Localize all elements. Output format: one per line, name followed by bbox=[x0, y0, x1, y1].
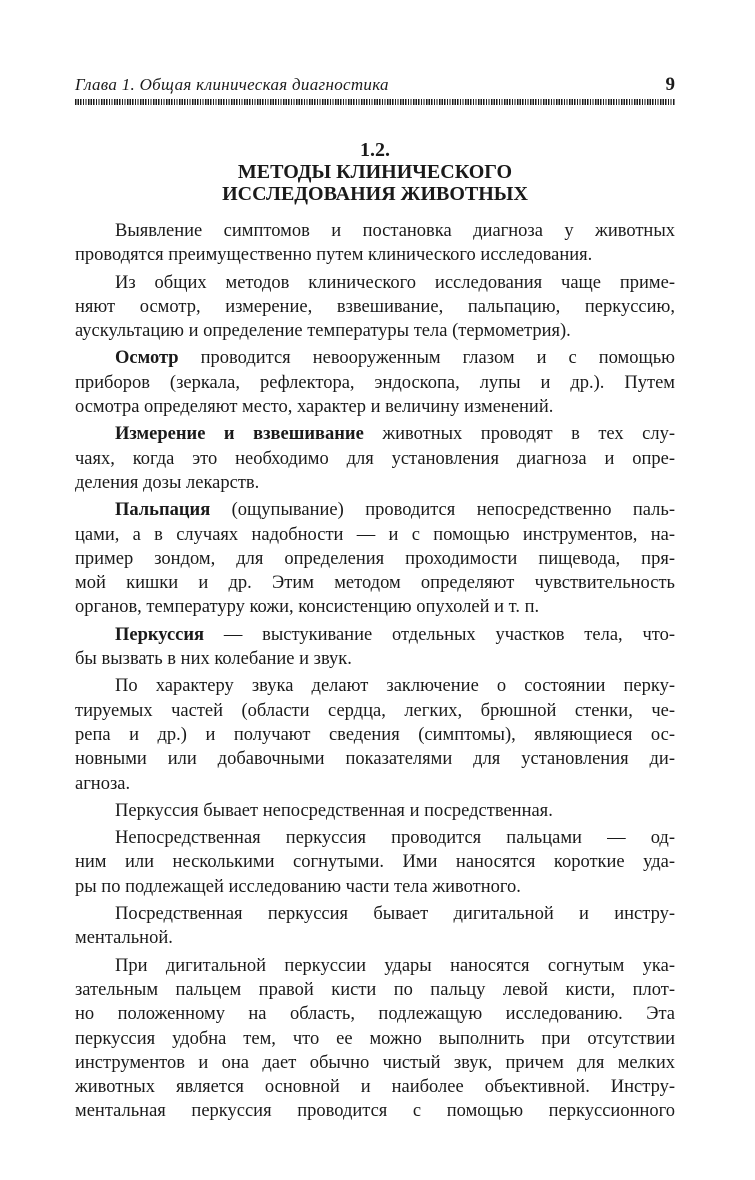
text-line: проводятся преимущественно путем клинического исследования. bbox=[75, 245, 593, 266]
text-line: ним или несколькими согнутыми. Ими наносятся короткие уда- bbox=[75, 852, 675, 873]
text-line: пример зондом, для определения проходимости пищевода, пря- bbox=[75, 548, 675, 569]
section-title-line-1: МЕТОДЫ КЛИНИЧЕСКОГО bbox=[237, 161, 513, 183]
text-line: Выявление симптомов и постановка диагноза у животных bbox=[115, 221, 675, 241]
page-number: 9 bbox=[665, 74, 675, 95]
text-line: При дигитальной перкуссии удары наносятся согнутым ука- bbox=[115, 955, 675, 976]
text-line: мой кишки и др. Этим методом определяют чувствительность bbox=[75, 573, 675, 594]
term-bold: Перкуссия bbox=[115, 624, 205, 645]
book-page bbox=[75, 74, 675, 1124]
paragraph bbox=[75, 954, 675, 1124]
text-fragment: животных проводят в тех слу- bbox=[382, 424, 676, 445]
text-line: деления дозы лекарств. bbox=[75, 472, 260, 493]
text-line: няют осмотр, измерение, взвешивание, пальпацию, перкуссию, bbox=[75, 296, 675, 317]
text-line: осмотра определяют место, характер и величину изменений. bbox=[75, 397, 554, 418]
text-line: животных является основной и наиболее объективной. Инстру- bbox=[75, 1077, 675, 1098]
text-line: цами, а в случаях надобности — и с помощью инструментов, на- bbox=[75, 524, 675, 545]
text-line: Перкуссия бывает непосредственная и посредственная. bbox=[115, 800, 553, 821]
text-line: Из общих методов клинического исследования чаще приме- bbox=[115, 272, 675, 293]
paragraph bbox=[75, 219, 675, 268]
header-rule bbox=[75, 99, 675, 105]
paragraph bbox=[75, 799, 675, 823]
text-line: ментальная перкуссия проводится с помощью перкуссионного bbox=[75, 1101, 675, 1122]
section-title-line-2: ИССЛЕДОВАНИЯ ЖИВОТНЫХ bbox=[222, 183, 528, 205]
section-number: 1.2. bbox=[360, 139, 390, 161]
text-fragment: проводится невооруженным глазом и с помощью bbox=[200, 348, 675, 369]
text-line: агноза. bbox=[75, 773, 131, 794]
text-line bbox=[75, 498, 675, 522]
paragraph bbox=[75, 498, 675, 619]
text-line: тируемых частей (области сердца, легких, брюшной стенки, че- bbox=[75, 700, 675, 721]
text-line: зательным пальцем правой кисти по пальцу левой кисти, плот- bbox=[75, 979, 675, 1000]
text-line: ментальной. bbox=[75, 928, 173, 949]
text-line bbox=[75, 623, 675, 647]
paragraph bbox=[75, 623, 675, 672]
text-line: По характеру звука делают заключение о состоянии перку- bbox=[115, 676, 675, 697]
text-line: перкуссия удобна тем, что ее можно выполнить при отсутствии bbox=[75, 1028, 675, 1049]
text-fragment: (ощупывание) проводится непосредственно паль- bbox=[231, 500, 675, 521]
text-line: чаях, когда это необходимо для установления диагноза и опре- bbox=[75, 448, 675, 469]
text-line bbox=[75, 422, 675, 446]
text-line: но положенному на область, подлежащую исследованию. Эта bbox=[75, 1004, 675, 1025]
paragraph bbox=[75, 826, 675, 899]
text-line: репа и др.) и получают сведения (симптомы), являющиеся ос- bbox=[75, 724, 675, 745]
text-line: Посредственная перкуссия бывает дигитальной и инстру- bbox=[115, 904, 675, 925]
text-line bbox=[75, 346, 675, 370]
text-line: ры по подлежащей исследованию части тела животного. bbox=[75, 876, 521, 897]
text-line: инструментов и она дает обычно чистый звук, причем для мелких bbox=[75, 1052, 675, 1073]
paragraph bbox=[75, 271, 675, 344]
text-line: бы вызвать в них колебание и звук. bbox=[75, 649, 352, 670]
paragraph bbox=[75, 346, 675, 419]
paragraph bbox=[75, 902, 675, 951]
running-title: Глава 1. Общая клиническая диагностика bbox=[75, 75, 389, 94]
text-line: Непосредственная перкуссия проводится пальцами — од- bbox=[115, 828, 675, 849]
paragraph bbox=[75, 422, 675, 495]
section-heading bbox=[75, 139, 675, 205]
term-bold: Измерение и взвешивание bbox=[115, 424, 364, 445]
text-line: органов, температуру кожи, консистенцию опухолей и т. п. bbox=[75, 597, 540, 618]
term-bold: Пальпация bbox=[115, 500, 211, 521]
running-head bbox=[75, 74, 675, 96]
paragraph bbox=[75, 674, 675, 795]
term-bold: Осмотр bbox=[115, 348, 179, 369]
text-line: новными или добавочными показателями для установления ди- bbox=[75, 749, 675, 770]
body-text bbox=[75, 219, 675, 1124]
text-line: приборов (зеркала, рефлектора, эндоскопа, лупы и др.). Путем bbox=[75, 372, 675, 393]
text-fragment: — выстукивание отдельных участков тела, что- bbox=[223, 624, 676, 645]
text-line: аускультацию и определение температуры тела (термометрия). bbox=[75, 321, 571, 342]
